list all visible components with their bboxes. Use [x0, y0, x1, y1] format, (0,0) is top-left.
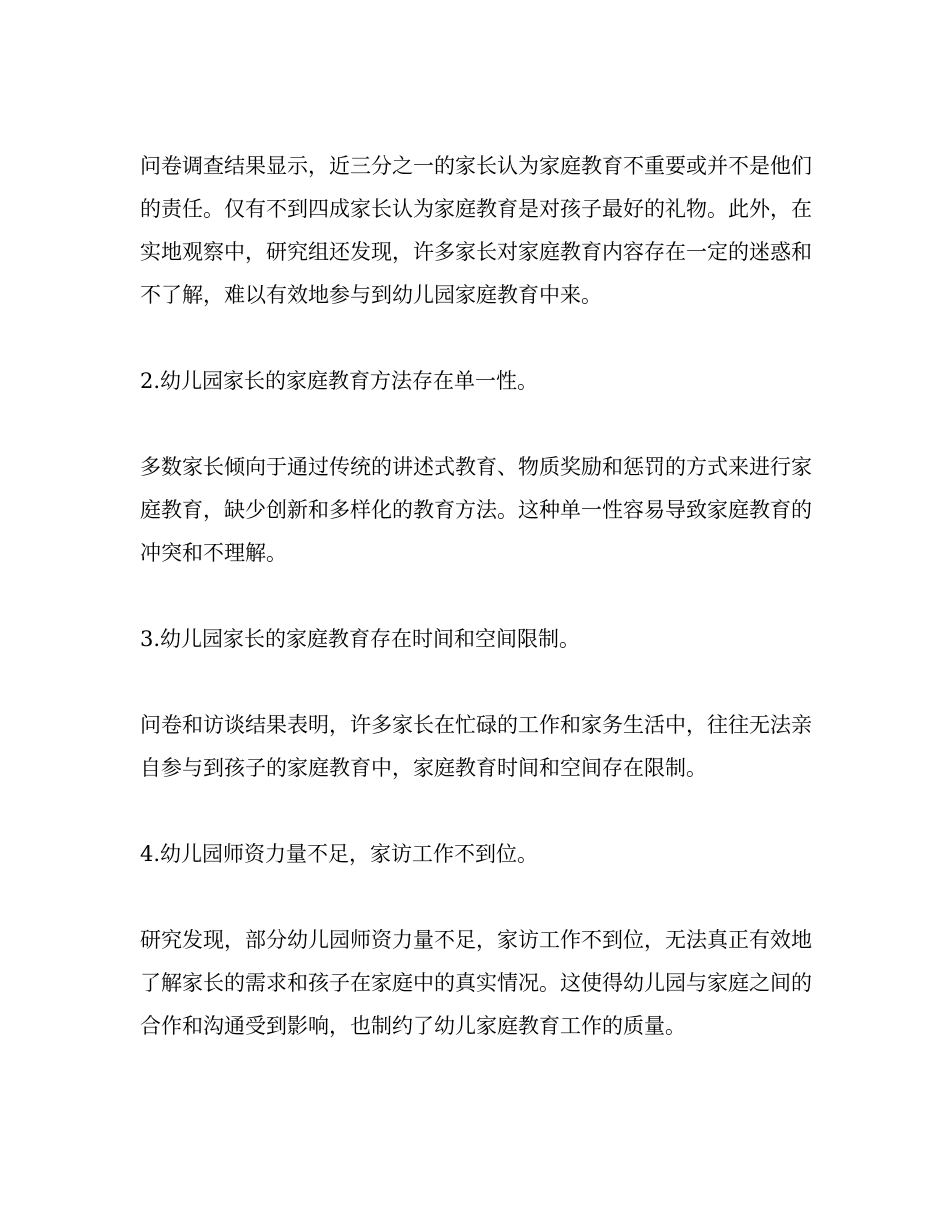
heading-2-single-method: 2.幼儿园家长的家庭教育方法存在单一性。: [140, 369, 539, 393]
heading-4-teacher-shortage: 4.幼儿园师资力量不足，家访工作不到位。: [140, 842, 539, 866]
document-body: [140, 145, 812, 1048]
heading-3-time-space-limits: 3.幼儿园家长的家庭教育存在时间和空间限制。: [140, 627, 581, 651]
paragraph-traditional-methods: 多数家长倾向于通过传统的讲述式教育、物质奖励和惩罚的方式来进行家庭教育，缺少创新和多样化的教育方法。这种单一性容易导致家庭教育的冲突和不理解。: [140, 455, 812, 565]
paragraph-home-visits: 研究发现，部分幼儿园师资力量不足，家访工作不到位，无法真正有效地了解家长的需求和孩子在家庭中的真实情况。这使得幼儿园与家庭之间的合作和沟通受到影响，也制约了幼儿家庭教育工作的质量。: [140, 928, 812, 1038]
paragraph-busy-parents: 问卷和访谈结果表明，许多家长在忙碌的工作和家务生活中，往往无法亲自参与到孩子的家庭教育中，家庭教育时间和空间存在限制。: [140, 713, 812, 780]
paragraph-survey-results: 问卷调查结果显示，近三分之一的家长认为家庭教育不重要或并不是他们的责任。仅有不到四成家长认为家庭教育是对孩子最好的礼物。此外，在实地观察中，研究组还发现，许多家长对家庭教育内容存在一定的迷惑和不了解，难以有效地参与到幼儿园家庭教育中来。: [140, 154, 812, 307]
